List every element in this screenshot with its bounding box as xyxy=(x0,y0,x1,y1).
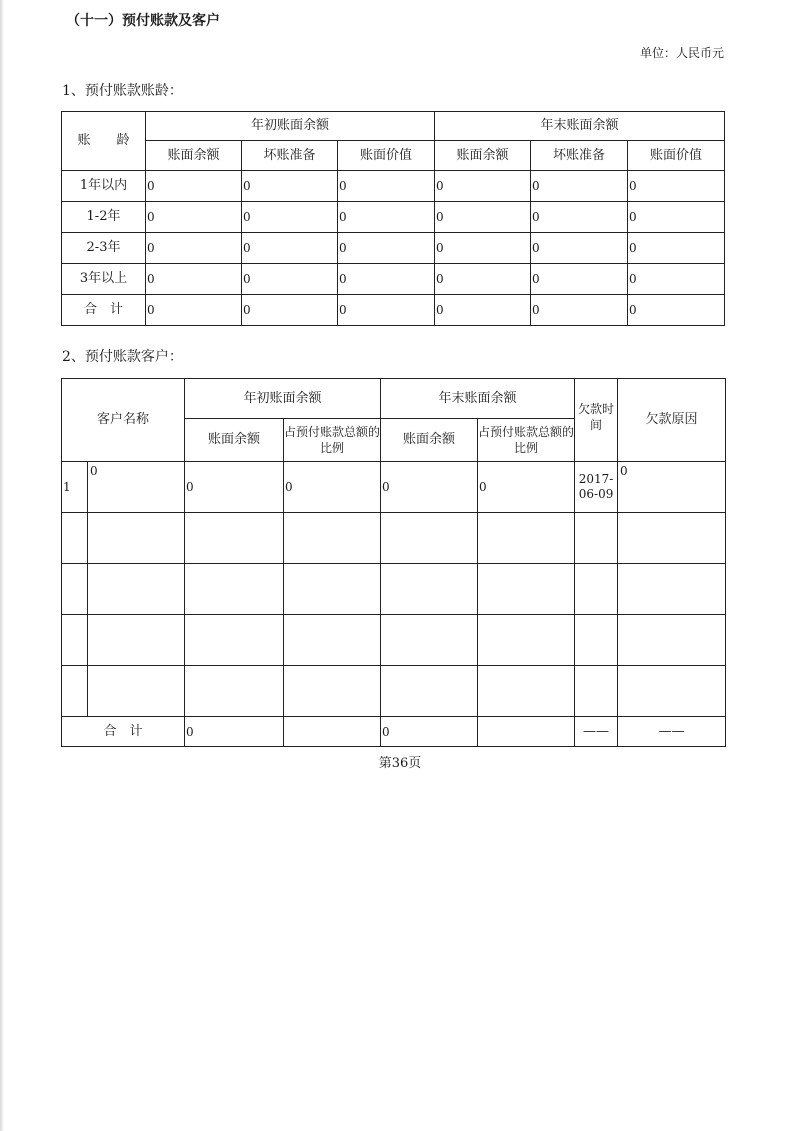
debt-time-header: 欠款时间 xyxy=(575,379,618,462)
sub-header: 账面余额 xyxy=(435,141,531,171)
empty-cell xyxy=(284,717,381,747)
debt-reason-total: —— xyxy=(618,717,726,747)
total-row xyxy=(62,295,725,326)
cell-value: 0 xyxy=(242,171,338,202)
aging-table xyxy=(61,111,725,326)
end-balance-group-header: 年末账面余额 xyxy=(381,379,575,419)
cell-value: 0 xyxy=(531,202,628,233)
sub-header: 坏账准备 xyxy=(242,141,338,171)
row-label: 1年以内 xyxy=(62,171,146,202)
cell-value: 0 xyxy=(435,233,531,264)
row-label: 2-3年 xyxy=(62,233,146,264)
cell-value: 0 xyxy=(185,462,284,513)
row-label: 1-2年 xyxy=(62,202,146,233)
cell-value: 0 xyxy=(628,202,725,233)
table-row xyxy=(62,233,725,264)
cell-value: 0 xyxy=(185,717,284,747)
aging-column-header: 账 龄 xyxy=(62,112,146,171)
sub-header: 占预付账款总额的比例 xyxy=(478,419,575,462)
empty-row xyxy=(62,513,726,564)
debt-reason-value: 0 xyxy=(618,462,726,513)
debt-time-total: —— xyxy=(575,717,618,747)
sub-header: 占预付账款总额的比例 xyxy=(284,419,381,462)
total-row xyxy=(62,717,726,747)
sub-header: 坏账准备 xyxy=(531,141,628,171)
cell-value: 0 xyxy=(146,264,242,295)
page-number: 第36页 xyxy=(378,756,422,771)
empty-row xyxy=(62,564,726,615)
cell-value: 0 xyxy=(381,717,478,747)
empty-row xyxy=(62,666,726,717)
end-balance-group-header: 年末账面余额 xyxy=(435,112,725,141)
cell-value: 0 xyxy=(146,171,242,202)
table-row xyxy=(62,462,726,513)
sub-header: 账面价值 xyxy=(338,141,435,171)
customers-table xyxy=(61,378,726,747)
cell-value: 0 xyxy=(242,202,338,233)
cell-value: 0 xyxy=(628,264,725,295)
cell-value: 0 xyxy=(435,295,531,326)
empty-row xyxy=(62,615,726,666)
cell-value: 0 xyxy=(242,233,338,264)
sub-header: 账面余额 xyxy=(146,141,242,171)
table-row xyxy=(62,264,725,295)
cell-value: 0 xyxy=(531,171,628,202)
cell-value: 0 xyxy=(628,171,725,202)
aging-heading: 1、预付账款账龄： xyxy=(62,83,183,99)
sub-header: 账面价值 xyxy=(628,141,725,171)
cell-value: 0 xyxy=(338,264,435,295)
cell-value: 0 xyxy=(435,264,531,295)
cell-value: 0 xyxy=(478,462,575,513)
total-label: 合 计 xyxy=(62,717,185,747)
row-index: 1 xyxy=(62,462,88,513)
begin-balance-group-header: 年初账面余额 xyxy=(146,112,435,141)
empty-cell xyxy=(478,717,575,747)
cell-value: 0 xyxy=(146,202,242,233)
cell-value: 0 xyxy=(531,233,628,264)
debt-time-value: 2017-06-09 xyxy=(575,462,618,513)
customer-name: 0 xyxy=(88,462,185,513)
customers-heading: 2、预付账款客户： xyxy=(62,349,183,365)
cell-value: 0 xyxy=(338,202,435,233)
debt-reason-header: 欠款原因 xyxy=(618,379,726,462)
unit-label: 单位：人民币元 xyxy=(639,46,724,60)
cell-value: 0 xyxy=(338,295,435,326)
customer-name-header: 客户名称 xyxy=(62,379,185,462)
cell-value: 0 xyxy=(628,295,725,326)
row-label: 合 计 xyxy=(62,295,146,326)
cell-value: 0 xyxy=(531,295,628,326)
sub-header: 账面余额 xyxy=(381,419,478,462)
cell-value: 0 xyxy=(338,233,435,264)
cell-value: 0 xyxy=(338,171,435,202)
table-row xyxy=(62,171,725,202)
cell-value: 0 xyxy=(242,295,338,326)
scan-edge-shadow xyxy=(0,0,4,1131)
cell-value: 0 xyxy=(435,202,531,233)
cell-value: 0 xyxy=(146,295,242,326)
cell-value: 0 xyxy=(381,462,478,513)
sub-header: 账面余额 xyxy=(185,419,284,462)
cell-value: 0 xyxy=(284,462,381,513)
cell-value: 0 xyxy=(435,171,531,202)
begin-balance-group-header: 年初账面余额 xyxy=(185,379,381,419)
cell-value: 0 xyxy=(628,233,725,264)
table-row xyxy=(62,202,725,233)
cell-value: 0 xyxy=(242,264,338,295)
cell-value: 0 xyxy=(531,264,628,295)
row-label: 3年以上 xyxy=(62,264,146,295)
section-title: （十一）预付账款及客户 xyxy=(66,13,220,29)
cell-value: 0 xyxy=(146,233,242,264)
